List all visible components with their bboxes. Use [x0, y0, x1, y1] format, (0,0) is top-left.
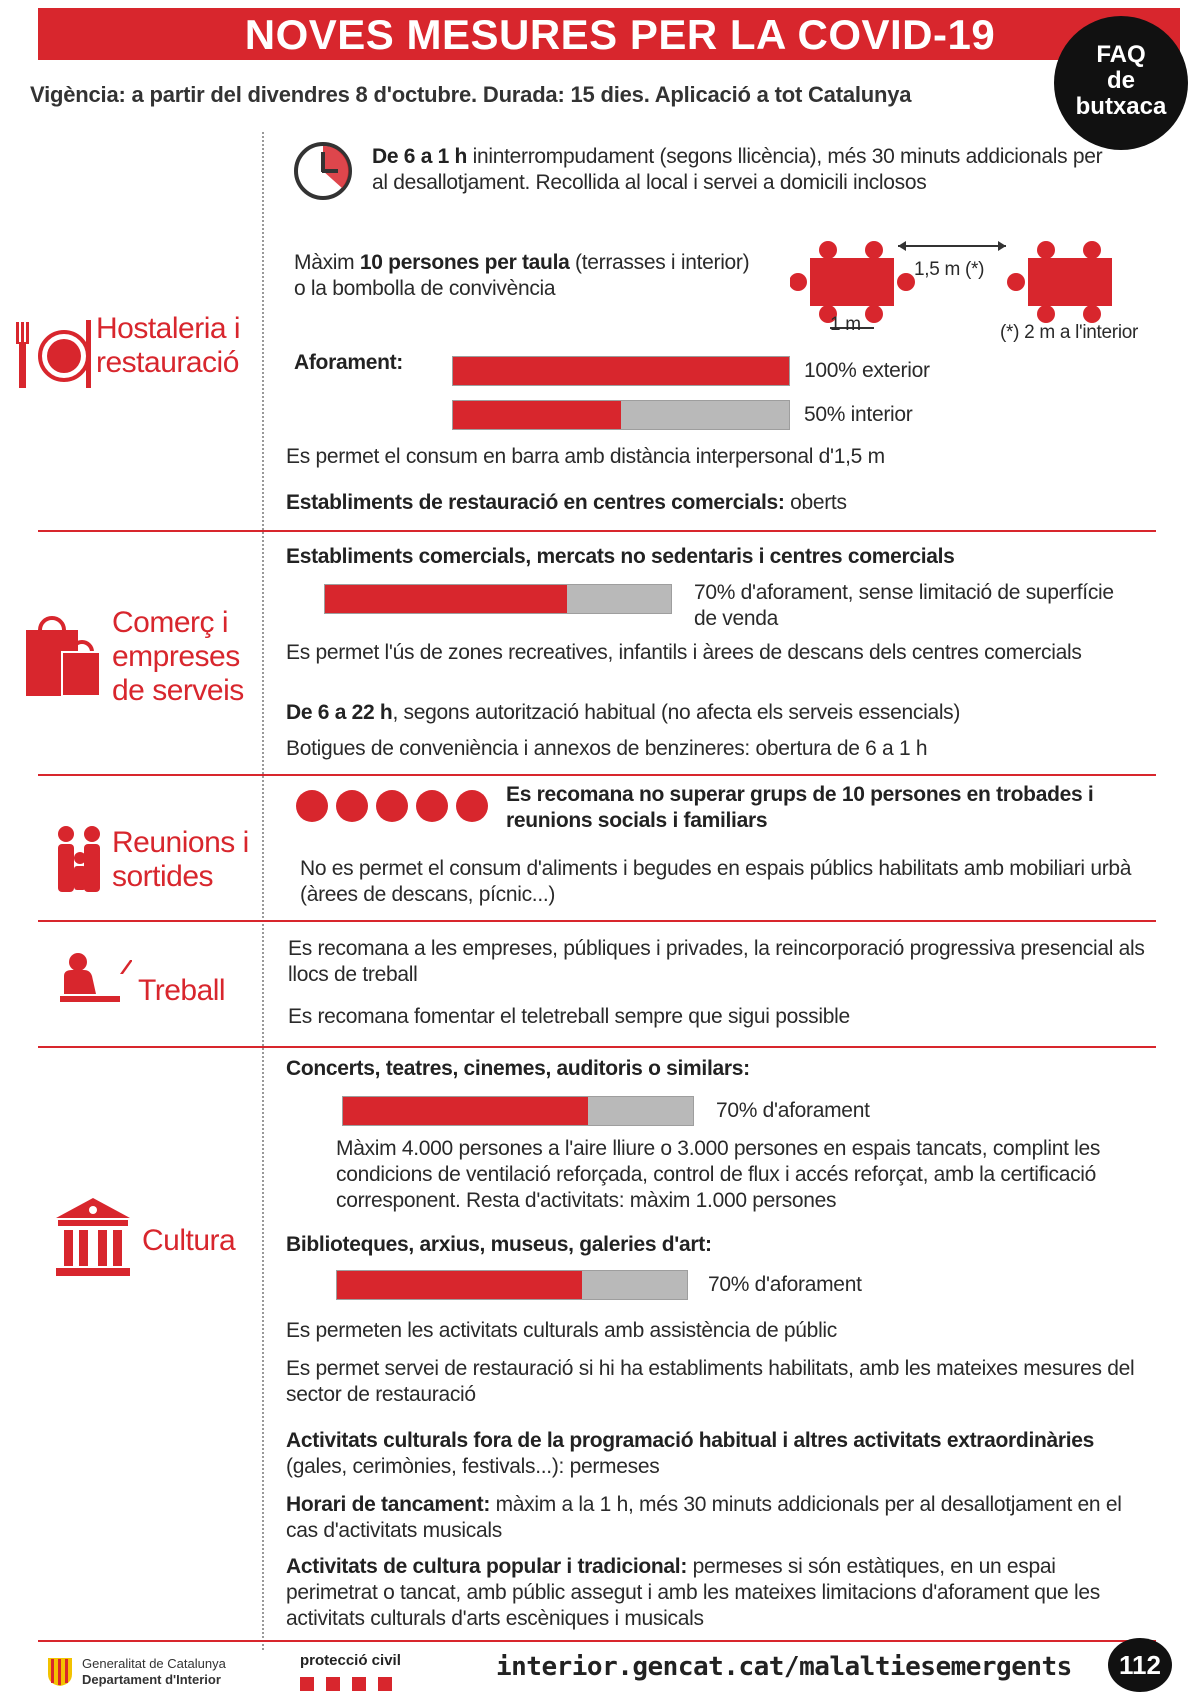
section-divider: [38, 530, 1156, 532]
table-width-label: 1 m: [830, 314, 861, 335]
capacity-bar-interior: [452, 400, 790, 430]
capacity-fill-bib: [337, 1271, 582, 1299]
centres-rest: oberts: [784, 491, 847, 514]
capacity-bar-comerc: [324, 584, 672, 614]
schedule-rest: ininterrompudament (segons llicència), més 30 minuts addicionals per al desallotjament. Recollida al local i servei a domicili inclosos: [372, 145, 1103, 194]
capacity-label-comerc: 70% d'aforament, sense limitació de superfície de venda: [694, 581, 1114, 630]
tele-text: Es recomana fomentar el teletreball sempre que sigui possible: [288, 1005, 850, 1028]
capacity-fill-exterior: [453, 357, 789, 385]
centres-text: [286, 490, 1146, 516]
section-divider: [38, 1046, 1156, 1048]
faq-line-1: FAQ: [1096, 41, 1146, 68]
category-reunions: Reunions i sortides: [112, 826, 249, 893]
emergency-112-badge[interactable]: [1108, 1638, 1172, 1692]
capacity-label-exterior: 100% exterior: [804, 359, 930, 382]
shopping-bag-icon: [22, 612, 102, 698]
max-pre: Màxim: [294, 251, 360, 274]
concerts-heading: Concerts, teatres, cinemes, auditoris o similars:: [286, 1057, 750, 1080]
max-bold: 10 persones per taula: [359, 251, 570, 274]
capacity-bar-bib: [336, 1270, 688, 1300]
emergency-number: 112: [1119, 1650, 1161, 1680]
page-title: NOVES MESURES PER LA COVID-19: [244, 11, 996, 58]
generalitat-logo: [46, 1656, 74, 1686]
botigues-text: Botigues de conveniència i annexos de benzineres: obertura de 6 a 1 h: [286, 737, 928, 760]
family-icon: [52, 824, 108, 894]
faq-line-3: butxaca: [1075, 93, 1167, 120]
faq-badge[interactable]: [1054, 16, 1188, 150]
footer-url[interactable]: interior.gencat.cat/malaltiesemergents: [496, 1652, 1072, 1682]
category-cultura: Cultura: [142, 1224, 236, 1257]
interior-note: (*) 2 m a l'interior: [1000, 322, 1139, 343]
hours-rest: , segons autorització habitual (no afecta els serveis essencials): [392, 701, 961, 724]
capacity-fill-comerc: [325, 585, 567, 613]
category-hostaleria: Hostaleria i restauració: [96, 312, 241, 379]
extra-bold: Activitats culturals fora de la programació habitual i altres activitats extraordinàries: [286, 1429, 1095, 1452]
hours-bold: De 6 a 22 h: [286, 701, 393, 724]
pc-square: [300, 1677, 314, 1691]
max-rest: (terrasses i interior) o la bombolla de convivència: [294, 251, 750, 300]
horari-text: [286, 1492, 1126, 1544]
utensils-icon: [14, 318, 92, 392]
faq-line-2: de: [1106, 67, 1135, 94]
museum-icon: [54, 1196, 132, 1278]
capacity-label-bib: 70% d'aforament: [708, 1273, 862, 1296]
reinc-text: Es recomana a les empreses, públiques i privades, la reincorporació progressiva presencial als llocs de treball: [288, 937, 1145, 986]
capacity-bar-exterior: [452, 356, 790, 386]
category-comerc: Comerç i empreses de serveis: [112, 606, 244, 707]
consum-text: No es permet el consum d'aliments i begudes en espais públics habilitats amb mobiliari urbà (àrees de descans, pícnic...): [300, 857, 1132, 906]
group-dots: [296, 790, 496, 826]
max-per-table: [294, 250, 754, 302]
proteccio-civil-logo: [300, 1652, 401, 1691]
extra-rest: (gales, cerimònies, festivals...): permeses: [286, 1455, 660, 1478]
aforament-label: Aforament:: [294, 351, 404, 374]
person-dot: [296, 790, 328, 822]
concerts-text: Màxim 4.000 persones a l'aire lliure o 3.000 persones en espais tancats, complint les condicions de ventilació reforçada, control de flux i accés reforçat, amb la certificació corresponent. Resta d'activitats: màxim 1.000 persones: [336, 1137, 1101, 1212]
extra-text: [286, 1428, 1146, 1480]
person-dot: [376, 790, 408, 822]
hostaleria-schedule: [372, 144, 1112, 196]
page-subtitle: Vigència: a partir del divendres 8 d'octubre. Durada: 15 dies. Aplicació a tot Catalunya: [30, 82, 912, 107]
clock-icon: [292, 140, 354, 202]
pc-square: [326, 1677, 340, 1691]
zones-text: Es permet l'ús de zones recreatives, infantils i àrees de descans dels centres comercials: [286, 641, 1082, 664]
generalitat-text: [82, 1656, 226, 1688]
gen-line-1: Generalitat de Catalunya: [82, 1656, 226, 1671]
pc-square: [352, 1677, 366, 1691]
column-divider: [262, 132, 264, 1650]
barra-text: Es permet el consum en barra amb distància interpersonal d'1,5 m: [286, 445, 885, 468]
capacity-label-interior: 50% interior: [804, 403, 913, 426]
comerc-heading: Establiments comercials, mercats no sedentaris i centres comercials: [286, 545, 955, 568]
gen-line-2: Departament d'Interior: [82, 1672, 221, 1687]
section-divider: [38, 774, 1156, 776]
popular-bold: Activitats de cultura popular i tradicional:: [286, 1555, 688, 1578]
pc-label: protecció civil: [300, 1652, 401, 1669]
bib-heading: Biblioteques, arxius, museus, galeries d'art:: [286, 1233, 712, 1256]
category-treball: Treball: [138, 974, 226, 1007]
groups-text: Es recomana no superar grups de 10 persones en trobades i reunions socials i familiars: [506, 783, 1094, 832]
horari-rest: màxim a la 1 h, més 30 minuts addicionals per al desallotjament en el cas d'activitats musicals: [286, 1493, 1122, 1542]
popular-text: [286, 1554, 1146, 1632]
footer-divider: [38, 1640, 1156, 1642]
popular-rest: permeses si són estàtiques, en un espai perimetrat o tancat, amb públic assegut i amb les mateixes limitacions d'aforament que les activitats culturals d'arts escèniques i musicals: [286, 1555, 1100, 1630]
centres-bold: Establiments de restauració en centres comercials:: [286, 491, 785, 514]
pc-square: [378, 1677, 392, 1691]
laptop-worker-icon: [58, 952, 132, 1008]
public-text: Es permeten les activitats culturals amb assistència de públic: [286, 1319, 837, 1342]
horari-bold: Horari de tancament:: [286, 1493, 491, 1516]
capacity-bar-concerts: [342, 1096, 694, 1126]
hours-text: [286, 700, 1166, 726]
restauracio-text: Es permet servei de restauració si hi ha establiments habilitats, amb les mateixes mesures del sector de restauració: [286, 1357, 1135, 1406]
capacity-label-concerts: 70% d'aforament: [716, 1099, 870, 1122]
section-divider: [38, 920, 1156, 922]
distance-label: 1,5 m (*): [914, 259, 985, 280]
capacity-fill-concerts: [343, 1097, 588, 1125]
schedule-bold: De 6 a 1 h: [372, 145, 468, 168]
person-dot: [416, 790, 448, 822]
person-dot: [336, 790, 368, 822]
capacity-fill-interior: [453, 401, 621, 429]
person-dot: [456, 790, 488, 822]
